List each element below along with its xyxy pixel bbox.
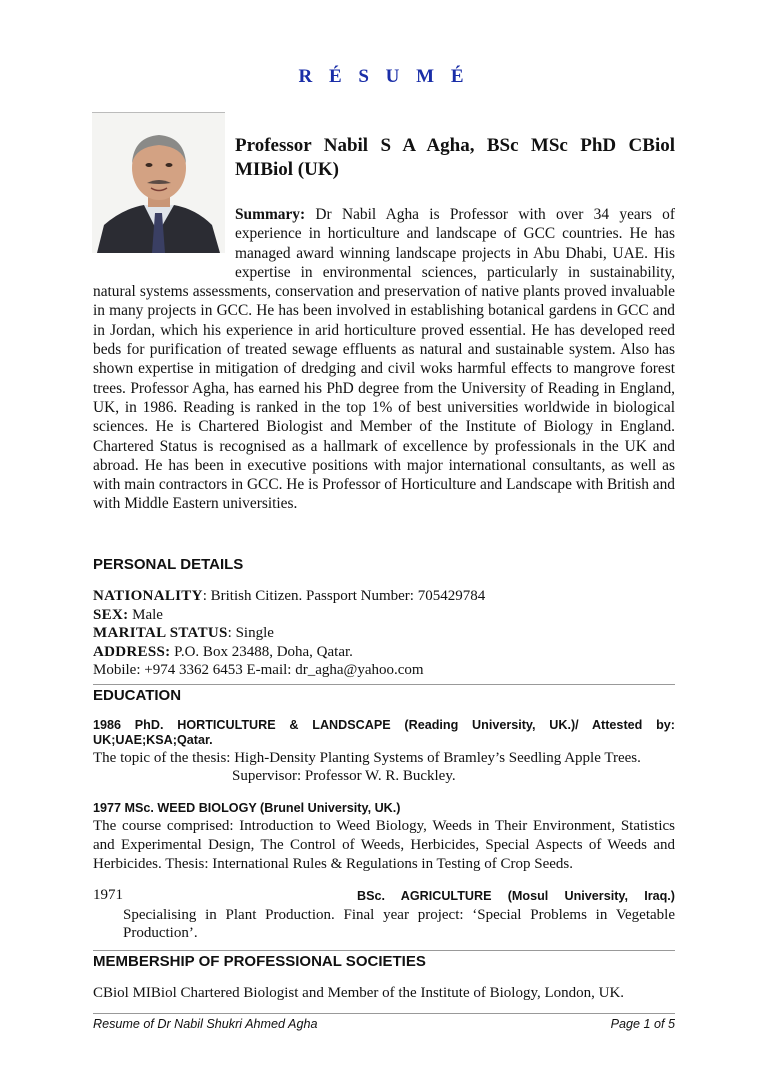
phd-topic: The topic of the thesis: High-Density Planting Systems of Bramley’s Seedling Apple Trees.	[93, 750, 641, 766]
sex-label: SEX:	[93, 606, 129, 623]
membership-text: CBiol MIBiol Chartered Biologist and Member of the Institute of Biology, London, UK.	[93, 985, 625, 1001]
nationality-label: NATIONALITY	[93, 588, 203, 604]
personal-details	[93, 587, 675, 680]
msc-heading: 1977 MSc. WEED BIOLOGY (Brunel University, UK.)	[93, 801, 401, 815]
marital-label: MARITAL STATUS	[93, 625, 228, 641]
candidate-name: Professor Nabil S A Agha, BSc MSc PhD CBiol MIBiol (UK)	[235, 135, 675, 180]
bsc-year: 1971	[93, 887, 123, 903]
divider	[93, 950, 675, 951]
nationality-row	[93, 587, 675, 606]
summary-paragraph	[93, 205, 675, 514]
address-value: P.O. Box 23488, Doha, Qatar.	[170, 643, 353, 660]
summary-label: Summary:	[235, 206, 306, 223]
marital-row	[93, 624, 675, 643]
sex-value: Male	[128, 606, 163, 623]
summary-text: Dr Nabil Agha is Professor with over 34 years of experience in horticulture and landscape of GCC countries. He has managed award winning landscape projects in Abu Dhabi, UAE. His expertise in environmental sciences, particularly in sustainability, natural systems assessments, conservation and preservation of native plants proved invaluable in many projects in GCC. He has been involved in establishing botanical gardens in GCC and in Jordan, which his experience in arid horticulture proved essential. He has developed reed beds for purification of treated sewage effluents as natural and sustainable system. Also has shown expertise in mitigation of dredging and civil woks harmful effects to mangrove forest trees. Professor Agha, has earned his PhD degree from the University of Reading in England, UK, in 1986. Reading is ranked in the top 1% of best universities worldwide in biological sciences. He is Chartered Biologist and Member of the Institute of Biology in England. Chartered Status is recognised as a hallmark of excellence by professionals in the UK and abroad. He has been in executive positions with major international consultants, as well as with main contractors in GCC. He is Professor of Horticulture and Landscape with British and with Middle Eastern universities.	[93, 206, 675, 513]
mobile-row: Mobile: +974 3362 6453 E-mail: dr_agha@yahoo.com	[93, 662, 424, 678]
personal-details-heading: PERSONAL DETAILS	[93, 556, 244, 573]
sex-row	[93, 606, 675, 625]
footer-page-number: Page 1 of 5	[610, 1017, 675, 1031]
marital-value: : Single	[227, 625, 274, 641]
resume-title: R É S U M É	[298, 66, 470, 87]
bsc-description: Specialising in Plant Production. Final year project: ‘Special Problems in Vegetable Production’.	[123, 907, 675, 941]
msc-description: The course comprised: Introduction to Weed Biology, Weeds in Their Environment, Statistics and Experimental Design, The Control of Weeds, Herbicides, Special Aspects of Weeds and Herbicides. Thesis: International Rules & Regulations in Testing of Crop Seeds.	[93, 818, 675, 872]
address-label: ADDRESS:	[93, 643, 171, 660]
bsc-heading: BSc. AGRICULTURE (Mosul University, Iraq.)	[357, 889, 675, 903]
divider	[93, 684, 675, 685]
footer-divider	[93, 1013, 675, 1014]
address-row	[93, 643, 675, 662]
footer-document-name: Resume of Dr Nabil Shukri Ahmed Agha	[93, 1017, 318, 1031]
education-heading: EDUCATION	[93, 687, 182, 704]
membership-heading: MEMBERSHIP OF PROFESSIONAL SOCIETIES	[93, 953, 426, 970]
phd-heading: 1986 PhD. HORTICULTURE & LANDSCAPE (Reading University, UK.)/ Attested by: UK;UAE;KSA;Qatar.	[93, 718, 675, 747]
phd-supervisor: Supervisor: Professor W. R. Buckley.	[232, 768, 456, 784]
nationality-value: : British Citizen. Passport Number: 705429784	[202, 588, 486, 604]
page-footer	[93, 1017, 675, 1031]
